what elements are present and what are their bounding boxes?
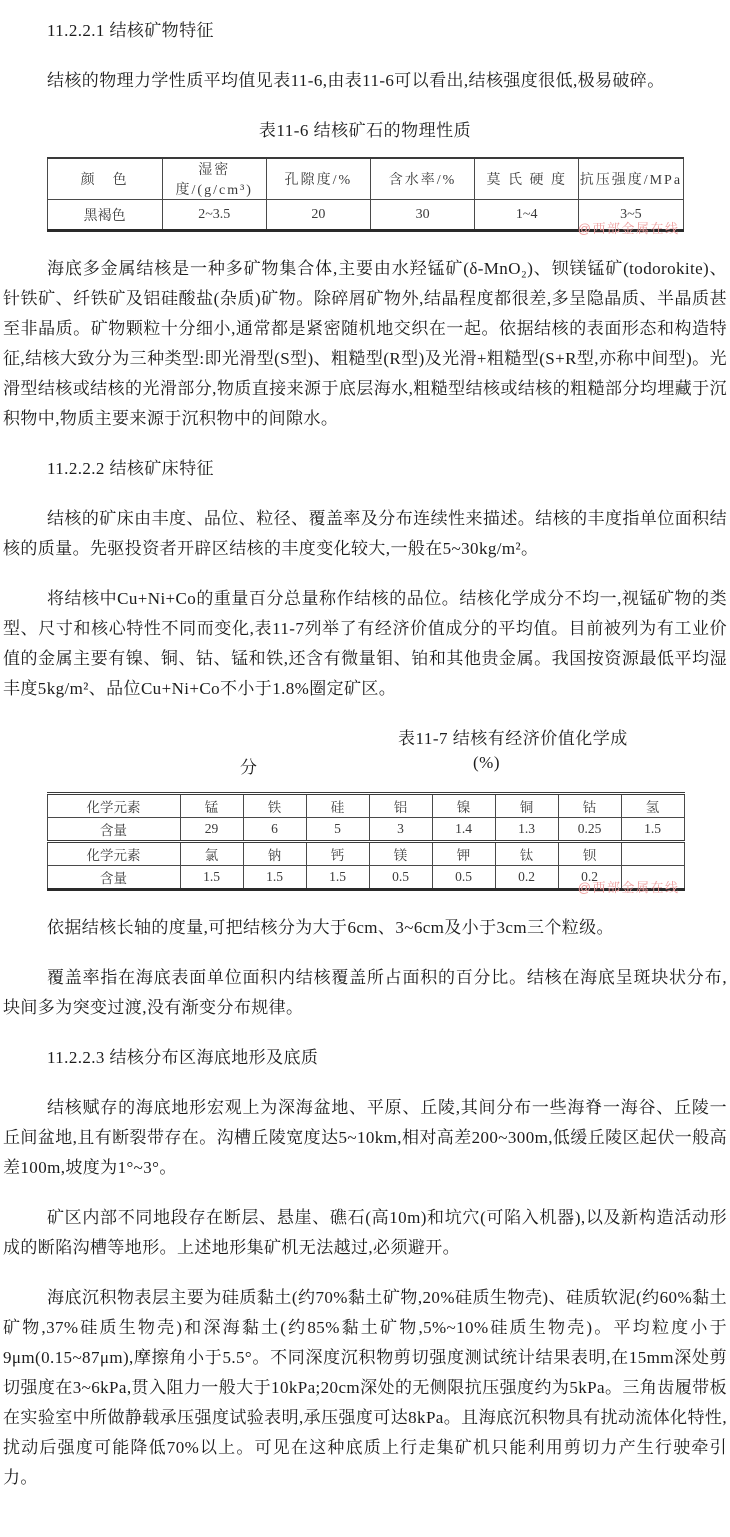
table7-cell: 0.2 bbox=[558, 866, 621, 890]
watermark-text: @西部金属在线 bbox=[577, 880, 680, 895]
table7-cell: 钠 bbox=[243, 842, 306, 866]
table6-cell: 3~5 bbox=[579, 200, 683, 231]
table6-data-row bbox=[47, 200, 683, 231]
table7-cell: 含量 bbox=[47, 866, 180, 890]
table-11-6 bbox=[47, 157, 684, 232]
paragraph-sediment-properties: 海底沉积物表层主要为硅质黏土(约70%黏土矿物,20%硅质生物壳)、硅质软泥(约60%黏土矿物,37%硅质生物壳)和深海黏土(约85%黏土矿物,5%~10%硅质生物壳)。平均粒度小于9μm(0.15~87μm),摩擦角小于5.5°。不同深度沉积物剪切强度测试统计结果表明,在15mm深处剪切强度在3~6kPa,贯入阻力一般大于10kPa;20cm深处的无侧限抗压强度约为5kPa。三角齿履带板在实验室中所做静载承压强度试验表明,承压强度可达8kPa。且海底沉积物具有扰动流体化特性,扰动后强度可能降低70%以上。可见在这种底质上行走集矿机只能利用剪切力产生行驶牵引力。 bbox=[3, 1288, 727, 1487]
paragraph-terrain-obstacles: 矿区内部不同地段存在断层、悬崖、礁石(高10m)和坑穴(可陷入机器),以及新构造活动形成的断陷沟槽等地形。上述地形集矿机无法越过,必须避开。 bbox=[3, 1208, 727, 1257]
table7-cell: 钾 bbox=[432, 842, 495, 866]
table7-cell: 氢 bbox=[621, 794, 684, 818]
table6-wrapper bbox=[47, 157, 684, 236]
table6-header-cell: 孔隙度/% bbox=[266, 158, 370, 200]
table7-cell: 铜 bbox=[495, 794, 558, 818]
table7-cell: 29 bbox=[180, 818, 243, 842]
paragraph-size-grades: 依据结核长轴的度量,可把结核分为大于6cm、3~6cm及小于3cm三个粒级。 bbox=[47, 918, 614, 937]
table6-caption: 表11-6 结核矿石的物理性质 bbox=[258, 121, 472, 140]
table7-wrapper bbox=[47, 792, 684, 895]
table6-cell: 20 bbox=[266, 200, 370, 231]
table7-content-row-2 bbox=[47, 866, 684, 890]
table7-caption-unit: (%) bbox=[473, 753, 500, 772]
table7-caption-line1: 表11-7 结核有经济价值化学成 bbox=[398, 729, 628, 748]
table6-header-cell: 湿密度/(g/cm³) bbox=[162, 158, 266, 200]
table7-cell: 6 bbox=[243, 818, 306, 842]
table7-content-row-1 bbox=[47, 818, 684, 842]
table7-cell: 0.2 bbox=[495, 866, 558, 890]
table7-cell: 1.5 bbox=[306, 866, 369, 890]
table7-cell: 1.5 bbox=[243, 866, 306, 890]
paragraph-physical-properties-intro: 结核的物理力学性质平均值见表11-6,由表11-6可以看出,结核强度很低,极易破碎。 bbox=[47, 71, 665, 90]
table7-cell: 3 bbox=[369, 818, 432, 842]
table6-header-row bbox=[47, 158, 683, 200]
table6-cell: 1~4 bbox=[475, 200, 579, 231]
section-heading-11221: 11.2.2.1 结核矿物特征 bbox=[47, 21, 214, 40]
table7-element-row-2 bbox=[47, 842, 684, 866]
table7-cell: 镁 bbox=[369, 842, 432, 866]
table7-cell: 1.3 bbox=[495, 818, 558, 842]
table7-cell: 钡 bbox=[558, 842, 621, 866]
table7-cell: 1.5 bbox=[621, 818, 684, 842]
paragraph-mineral-aggregate: 海底多金属结核是一种多矿物集合体,主要由水羟锰矿(δ-MnO₂)、钡镁锰矿(todorokite)、针铁矿、纤铁矿及铝硅酸盐(杂质)矿物。除碎屑矿物外,结晶程度都很差,多呈隐晶质、半晶质甚至非晶质。矿物颗粒十分细小,通常都是紧密随机地交织在一起。依据结核的表面形态和构造特征,结核大致分为三种类型:即光滑型(S型)、粗糙型(R型)及光滑+粗糙型(S+R型,亦称中间型)。光滑型结核或结核的光滑部分,物质直接来源于底层海水,粗糙型结核或结核的粗糙部分均埋藏于沉积物中,物质主要来源于沉积物中的间隙水。 bbox=[3, 259, 727, 428]
table7-cell: 镍 bbox=[432, 794, 495, 818]
table6-cell: 2~3.5 bbox=[162, 200, 266, 231]
table7-cell: 硅 bbox=[306, 794, 369, 818]
table7-cell: 0.25 bbox=[558, 818, 621, 842]
paragraph-seafloor-topography: 结核赋存的海底地形宏观上为深海盆地、平原、丘陵,其间分布一些海脊一海谷、丘陵一丘间盆地,且有断裂带存在。沟槽丘陵宽度达5~10km,相对高差200~300m,低缓丘陵区起伏一般高差100m,坡度为1°~3°。 bbox=[3, 1098, 727, 1177]
section-heading-11223: 11.2.2.3 结核分布区海底地形及底质 bbox=[47, 1048, 319, 1067]
table7-cell: 铁 bbox=[243, 794, 306, 818]
section-heading-11222: 11.2.2.2 结核矿床特征 bbox=[47, 459, 214, 478]
table7-cell: 1.5 bbox=[180, 866, 243, 890]
table6-header-cell: 抗压强度/MPa bbox=[579, 158, 683, 200]
watermark-text: @西部金属在线 bbox=[577, 221, 680, 236]
table7-cell: 钛 bbox=[495, 842, 558, 866]
table6-header-cell: 含水率/% bbox=[370, 158, 474, 200]
table7-cell: 氯 bbox=[180, 842, 243, 866]
table7-cell: 化学元素 bbox=[47, 794, 180, 818]
table7-cell: 5 bbox=[306, 818, 369, 842]
paragraph-grade-composition: 将结核中Cu+Ni+Co的重量百分总量称作结核的品位。结核化学成分不均一,视锰矿物的类型、尺寸和核心特性不同而变化,表11-7列举了有经济价值成分的平均值。目前被列为有工业价值的金属主要有镍、铜、钴、锰和铁,还含有微量钼、铂和其他贵金属。我国按资源最低平均湿丰度5kg/m²、品位Cu+Ni+Co不小于1.8%圈定矿区。 bbox=[3, 589, 727, 698]
table7-cell: 0.5 bbox=[432, 866, 495, 890]
table7-cell: 钴 bbox=[558, 794, 621, 818]
table7-cell: 钙 bbox=[306, 842, 369, 866]
table7-caption-wrap-char: 分 bbox=[240, 758, 258, 777]
table6-cell: 30 bbox=[370, 200, 474, 231]
paragraph-coverage: 覆盖率指在海底表面单位面积内结核覆盖所占面积的百分比。结核在海底呈斑块状分布,块间多为突变过渡,没有渐变分布规律。 bbox=[3, 968, 727, 1017]
table6-header-cell: 莫 氏 硬 度 bbox=[475, 158, 579, 200]
table7-cell: 锰 bbox=[180, 794, 243, 818]
paragraph-deposit-description: 结核的矿床由丰度、品位、粒径、覆盖率及分布连续性来描述。结核的丰度指单位面积结核的质量。先驱投资者开辟区结核的丰度变化较大,一般在5~30kg/m²。 bbox=[3, 509, 727, 558]
table7-cell: 0.5 bbox=[369, 866, 432, 890]
table7-caption bbox=[3, 724, 727, 782]
table7-cell bbox=[621, 842, 684, 866]
table7-cell: 含量 bbox=[47, 818, 180, 842]
table6-header-cell: 颜 色 bbox=[47, 158, 162, 200]
table7-element-row-1 bbox=[47, 794, 684, 818]
table7-cell: 1.4 bbox=[432, 818, 495, 842]
table7-cell: 铝 bbox=[369, 794, 432, 818]
table7-cell: 化学元素 bbox=[47, 842, 180, 866]
table6-cell: 黑褐色 bbox=[47, 200, 162, 231]
table7-cell bbox=[621, 866, 684, 890]
table-11-7 bbox=[47, 792, 685, 891]
